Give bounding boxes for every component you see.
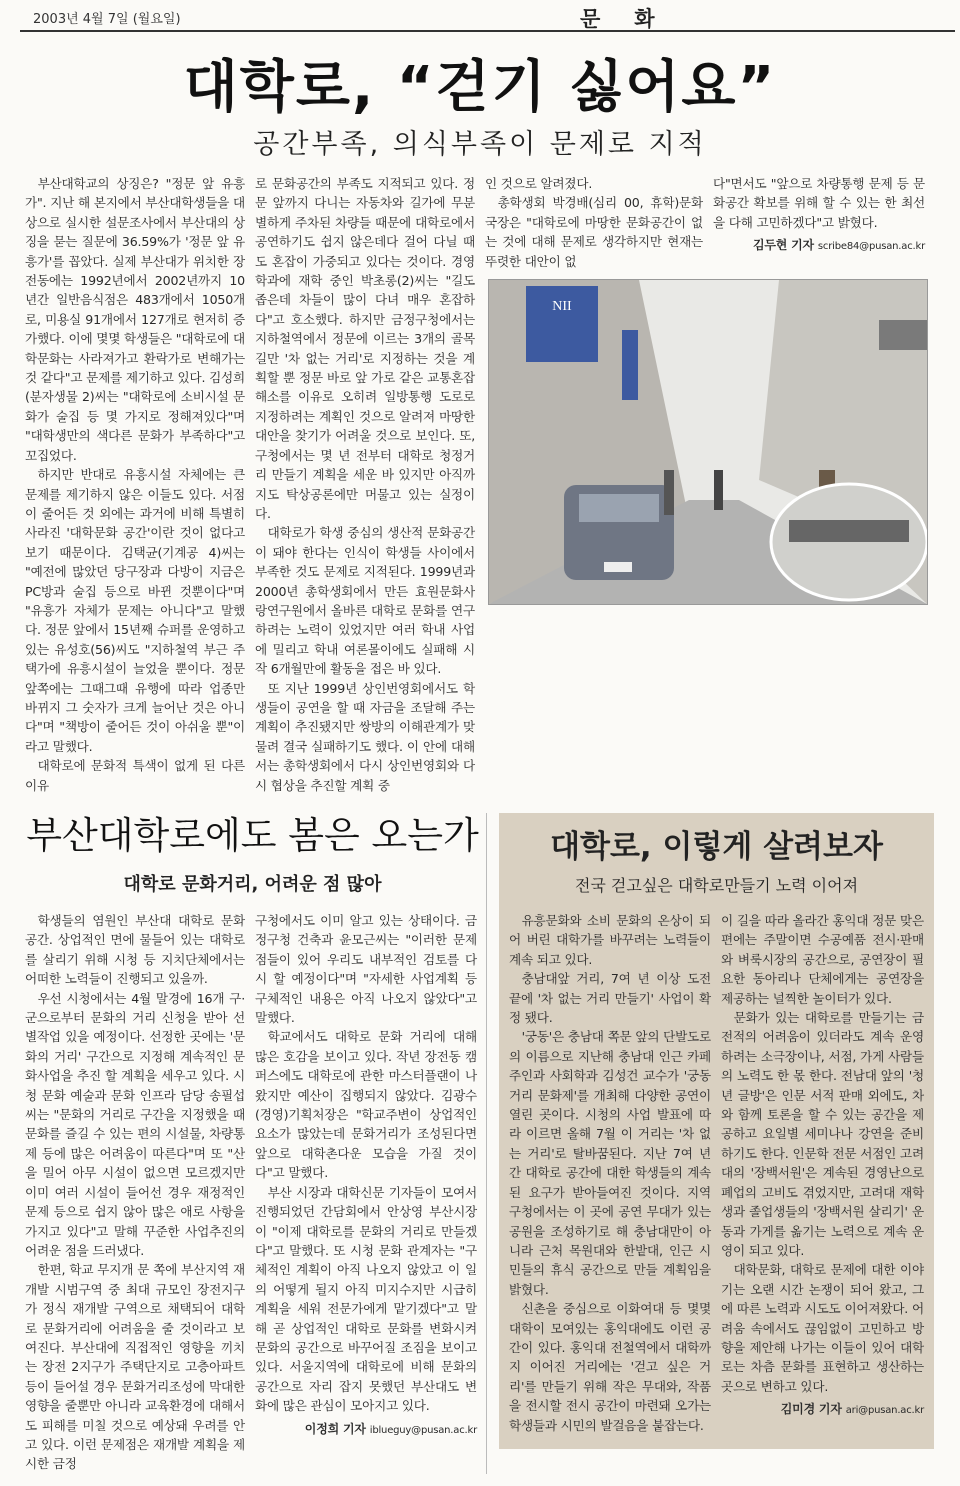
- paragraph: 신촌을 중심으로 이화여대 등 몇몇 대학이 모여있는 홍익대에도 이런 공간이 있다. 홍익대 전철역에서 대학까지 이어진 거리에는 '걷고 싶은 거리'를 만들기 위해 작은 무대와, 작품을 전시할 전시 공간이 마련돼 오가는 학생들과 시민의 발걸음을 붙잡는다.: [509, 1301, 711, 1433]
- reporter-name: 이정희 기자: [304, 1421, 366, 1436]
- reporter-name: 김두현 기자: [752, 238, 814, 253]
- paragraph: 또 지난 1999년 상인번영회에서도 학생들이 공연을 할 때 자금을 조달해 주는 계획이 추진됐지만 쌍방의 이해관계가 맞물려 결국 실패하기도 했다. 이 안에 대해서는 총학생회에서 다시 상인번영회와 다시 협상을 추진할 계획 중: [255, 680, 475, 793]
- reporter-email[interactable]: ari@pusan.ac.kr: [845, 1405, 924, 1417]
- paragraph: 문화가 있는 대학로를 만들기는 금전적의 어려움이 있더라도 계속 운영하려는 소극장이나, 서점, 가게 사람들의 노력도 한 몫 한다. 전남대 앞의 '청년 글방'은 인문 서적 판매 외에도, 차와 함께 토론을 할 수 있는 공간을 제공하고 요일별 세미나나 강연을 준비하기도 한다. 인문학 전문 서점인 고려대의 '장백서원'은 계속된 경영난으로 폐업의 고비도 겪었지만, 고려대 재학생과 졸업생들의 '장백서원 살리기' 운동과 가게를 옮기는 노력으로 계속 운영이 되고 있다.: [721, 1010, 924, 1258]
- store-sign: [879, 320, 927, 350]
- reporter-email[interactable]: iblueguy@pusan.ac.kr: [369, 1424, 477, 1436]
- paragraph: 로 문화공간의 부족도 지적되고 있다. 정문 앞까지 다니는 자동차와 길가에 무분별하게 주차된 차량들 때문에 대학로에서 공연하기도 쉽지 않은데다 걸어 다닐 때도 혼잡이 가중되고 있다는 것이다. 경영학과에 재학 중인 박초롱(2)씨는 "길도 좁은데 차들이 많이 다녀 매우 혼잡하다"고 호소했다. 하지만 금정구청에서는 지하철역에서 정문에 이르는 3개의 골목길만 '차 없는 거리'로 지정하는 것을 계획할 뿐 정문 바로 앞 가로 같은 교통혼잡 해소를 이유로 오히려 일방통행 도로로 지정하려는 계획인 것으로 알려져 마땅한 대안을 찾기가 어려울 것으로 보인다. 또, 구청에서는 몇 년 전부터 대학로 청정거리 만들기 계획을 세운 바 있지만 아직까지도 탁상공론에만 머물고 있는 실정이다.: [255, 176, 475, 521]
- paragraph: 한편, 학교 무지개 문 쪽에 부산지역 재개발 시범구역 중 최대 규모인 장전지구가 정식 재개발 구역으로 채택되어 대학로 문화거리에 어려움을 줄 것이라고 보여진다. 부산대에 직접적인 영향을 끼치는 장전 2지구가 주택단지로 고층아파트 등이 들어설 경우 문화거리조성에 막대한 영향을 줄뿐만 아니라 교육환경에 대해서도 피해를 미칠 것으로 예상돼 우려를 안고 있다. 이런 문제점은 재개발 계획을 제시한 금정: [25, 1262, 245, 1472]
- car-windshield: [579, 494, 659, 522]
- article2-body: [25, 911, 480, 1474]
- paragraph: 대학로가 학생 중심의 생산적 문화공간이 돼야 한다는 인식이 학생들 사이에서 부족한 것도 문제로 지적된다. 1999년과 2000년 총학생회에서 만든 효원문화사랑연구원에서 올바른 대학로 문화를 연구하려는 노력이 있었지만 여러 학내 사업에 밀리고 학내 여론몰이에도 실패해 시작 6개월만에 활동을 접은 바 있다.: [255, 525, 475, 677]
- vertical-sign: [622, 330, 638, 400]
- article2-subheadline: 대학로 문화거리, 어려운 점 많아: [123, 874, 382, 895]
- article1-column-1: [25, 174, 245, 795]
- nii-sign: [526, 286, 598, 362]
- article1-short-columns: [485, 174, 930, 271]
- paragraph: 대학문화, 대학로 문제에 대한 이야기는 오랜 시간 논쟁이 되어 왔고, 그에 따른 노력과 시도도 이어져왔다. 어려움 속에서도 끊임없이 고민하고 방향을 제안해 나가는 이들이 있어 대학로는 차츰 문화를 표현하고 생산하는 곳으로 변하고 있다.: [721, 1262, 924, 1394]
- article3-headline: 대학로, 이렇게 살려보자: [550, 829, 883, 865]
- paragraph: 유흥문화와 소비 문화의 온상이 되어 버린 대학가를 바꾸려는 노력들이 계속 되고 있다.: [509, 913, 711, 967]
- article2-column-1: [25, 911, 245, 1474]
- article2-byline: [255, 1420, 477, 1440]
- reporter-email[interactable]: scribe84@pusan.ac.kr: [817, 241, 925, 253]
- paragraph: 학교에서도 대학로 문화 거리에 대해 많은 호감을 보이고 있다. 작년 장전동 캠퍼스에도 대학로에 관한 마스터플랜이 나왔지만 예산이 집행되지 않았다. 김광수(경영)기획처장은 "학교주변이 상업적인 요소가 많았는데 문화거리가 조성된다면 앞으로 대학촌다운 모습을 가질 것이다"고 말했다.: [255, 1029, 477, 1181]
- article3-column-2: [721, 911, 924, 1421]
- reporter-name: 김미경 기자: [780, 1402, 842, 1417]
- article1-column-2: [255, 174, 475, 795]
- paragraph: '궁동'은 충남대 쪽문 앞의 단발도로의 이름으로 지난해 충남대 인근 카페 주인과 사회학과 김성건 교수가 '궁동 거리 문화제'를 개최해 다양한 공연이 열린 곳이다. 시청의 사업 발표에 따라 이르면 올해 7월 이 거리는 '차 없는 거리'로 탈바꿈된다. 지난 7여 년 간 대학로 공간에 대한 학생들의 계속된 요구가 받아들여진 것이다. 지역 구청에서는 이 곳에 공연 무대가 있는 공원을 조성하기로 해 충남대만이 아니라 근처 목원대와 한밭대, 인근 시민들의 휴식 공간으로 만들 계획임을 밝혔다.: [509, 1029, 711, 1297]
- article3-column-1: [509, 911, 711, 1435]
- paragraph: 하지만 반대로 유흥시설 자체에는 큰 문제를 제기하지 않은 이들도 있다. 서점이 줄어든 것 외에는 과거에 비해 특별히 사라진 '대학문화 공간'이란 것이 없다고 보기 때문이다. 김택균(기계공 4)씨는 "예전에 많았던 당구장과 다방이 지금은 PC방과 술집 등으로 바뀐 것뿐이다"며 "유흥가 자체가 문제는 아니다"고 말했다. 정문 앞에서 15년째 슈퍼를 운영하고 있는 유성호(56)씨도 "지하철역 부근 주택가에 유흥시설이 늘었을 뿐이다. 정문 앞쪽에는 그때그때 유행에 따라 업종만 바뀌지 그 숫자가 크게 늘어난 것은 아니다"며 "책방이 줄어든 것이 아쉬울 뿐"이라고 말했다.: [25, 467, 245, 754]
- paragraph: 다"면서도 "앞으로 차량통행 문제 등 문화공간 확보를 위해 할 수 있는 한 최선을 다해 고민하겠다"고 밝혔다.: [713, 176, 925, 230]
- article3-byline: [721, 1400, 924, 1420]
- pedestrian: [714, 470, 723, 510]
- article2-headline: 부산대학로에도 봄은 오는가: [26, 814, 479, 857]
- article1-right-area: [485, 174, 930, 605]
- article2-column-2: [255, 911, 477, 1440]
- article1-column-3: [485, 174, 703, 271]
- paragraph: 부산 시장과 대학신문 기자들이 모여서 진행되었던 간담회에서 안상영 부산시장이 "이제 대학로를 문화의 거리로 만들겠다"고 말했다. 또 시청 문화 관계자는 "구체적인 계획이 아직 나오지 않았고 이 일의 어떻게 될지 아직 미지수지만 시급히 계획을 세워 전문가에게 맡기겠다"고 말해 곧 상업적인 대학로 문화를 변화시켜 문화의 공간으로 바꾸어질 조짐을 보이고 있다. 서울지역에 대학로에 비해 문화의 공간으로 자리 잡지 못했던 부산대도 변화에 많은 관심이 모아지고 있다.: [255, 1184, 477, 1414]
- article3-subheadline: 전국 걷고싶은 대학로만들기 노력 이어져: [574, 876, 859, 895]
- article1-byline: [713, 236, 925, 256]
- paragraph: 대학로에 문화적 특색이 없게 된 다른 이유: [25, 758, 245, 793]
- section-title: 문화: [580, 7, 689, 31]
- paragraph: 인 것으로 알려졌다.: [485, 176, 593, 191]
- street-photo: [488, 279, 928, 605]
- article1-body: [25, 174, 935, 795]
- issue-date: 2003년 4월 7일 (월요일): [33, 12, 181, 27]
- sidebar-article-box: [499, 813, 934, 1449]
- article2: [25, 813, 487, 1474]
- pedestrian: [664, 470, 674, 515]
- article1-column-4: [713, 174, 925, 257]
- paragraph: 구청에서도 이미 알고 있는 상태이다. 금정구청 건축과 윤모근씨는 "이러한 문제점들이 있어 우리도 내부적인 검토를 다시 할 예정이다"며 "자세한 사업계획 등 구체적인 내용은 아직 나오지 않았다"고 말했다.: [255, 913, 477, 1026]
- newspaper-page: [25, 0, 935, 1486]
- masthead-rule: [20, 30, 955, 32]
- article1-subheadline: 공간부족, 의식부족이 문제로 지적: [253, 129, 707, 160]
- paragraph: 총학생회 박경배(심리 00, 휴학)문화국장은 "대학로에 마땅한 문화공간이 없는 것에 대해 문제로 생각하지만 현재는 뚜렷한 대안이 없: [485, 195, 703, 269]
- paragraph: 우선 시청에서는 4월 말경에 16개 구·군으로부터 문화의 거리 신청을 받아 선별작업 있을 예정이다. 선정한 곳에는 '문화의 거리' 구간으로 지정해 계속적인 문화사업을 추진 할 계획을 세우고 있다. 시청 문화 예술과 문화 인프라 담당 송필섭씨는 "문화의 거리로 구간을 지정했을 때 문화를 즐길 수 있는 편의 시설물, 차량통제 등에 많은 어려움이 따른다"며 또 "산을 밀어 아무 시설이 없으면 모르겠지만 이미 여러 시설이 들어선 경우 재정적인 문제 등으로 쉽지 않아 많은 애로 사항을 가지고 있다"고 말해 꾸준한 사업추진의 어려운 점을 드러냈다.: [25, 990, 245, 1258]
- paragraph: 충남대앞 거리, 7여 년 이상 도전 끝에 '차 없는 거리 만들기' 사업이 확정 됐다.: [509, 971, 711, 1026]
- license-plate: [604, 562, 632, 572]
- masthead: [25, 0, 935, 30]
- article3-body: [509, 911, 924, 1435]
- lower-articles: [25, 813, 935, 1474]
- article1-headline: 대학로, “걷기 싫어요”: [183, 55, 777, 120]
- paragraph: 부산대학교의 상징은? "정문 앞 유흥가". 지난 해 본지에서 부산대학생들을 대상으로 실시한 설문조사에서 부산대의 상징을 묻는 질문에 36.59%가 '정문 앞 유흥가'를 꼽았다. 실제 부산대가 위치한 장전동에는 1992년에서 2002년까지 10년간 일반음식점은 483개에서 1050개로, 미용실 91개에서 127개로 현저히 증가했다. 이에 몇몇 학생들은 "대학로에 대학문화는 사라져가고 환락가로 변해가는 것 같다"고 문제를 제기하고 있다. 김성희(분자생물 2)씨는 "대학로에 소비시설 문화가 술집 등 몇 가지로 정해져있다"며 "대학생만의 색다른 문화가 부족하다"고 꼬집었다.: [25, 176, 245, 463]
- paragraph: 이 길을 따라 올라간 홍익대 정문 맞은 편에는 주말이면 수공예품 전시·판매와 벼룩시장의 공간으로, 공연장이 필요한 동아리나 단체에게는 공연장을 제공하는 널찍한 놀이터가 있다.: [721, 913, 924, 1006]
- inset-cars: [789, 520, 909, 542]
- nii-sign-text: NII: [552, 299, 572, 315]
- paragraph: 학생들의 염원인 부산대 대학로 문화 공간. 상업적인 면에 물들어 있는 대학로를 살리기 위해 시청 등 지치단체에서는 어떠한 노력들이 진행되고 있을까.: [25, 913, 245, 987]
